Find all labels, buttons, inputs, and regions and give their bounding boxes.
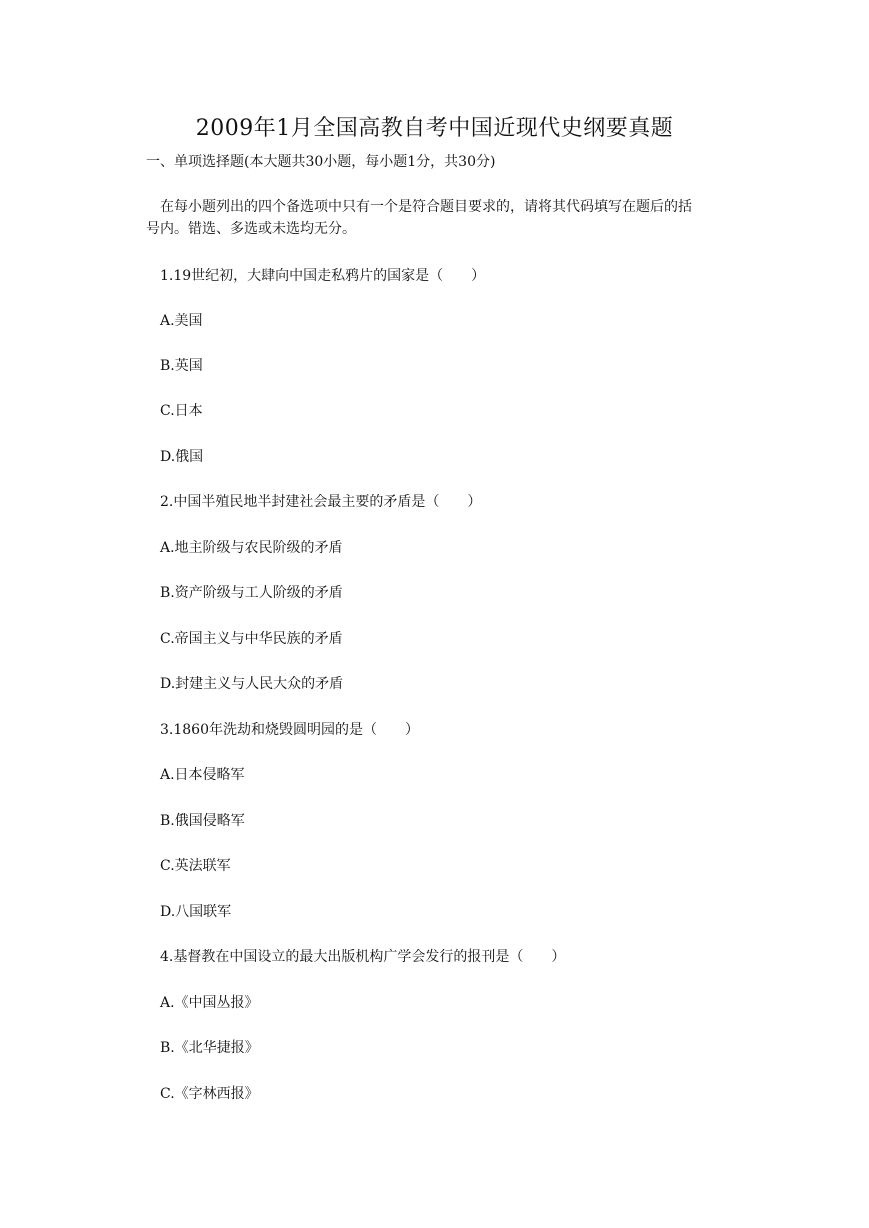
question-3-stem: 3.1860年洗劫和烧毁圆明园的是（ ） [160,722,419,738]
question-2-stem: 2.中国半殖民地半封建社会最主要的矛盾是（ ） [160,494,482,510]
section-heading: 一、单项选择题(本大题共30小题，每小题1分，共30分) [146,154,496,170]
question-3-option-c: C.英法联军 [160,858,231,874]
question-2-option-c: C.帝国主义与中华民族的矛盾 [160,631,343,647]
question-1-option-b: B.英国 [160,358,203,374]
question-1-option-c: C.日本 [160,403,203,419]
question-4-option-b: B.《北华捷报》 [160,1040,259,1056]
question-1-option-a: A.美国 [160,313,203,329]
question-2-option-b: B.资产阶级与工人阶级的矛盾 [160,585,343,601]
question-1-option-d: D.俄国 [160,449,204,465]
instruction-line-2: 号内。错选、多选或未选均无分。 [146,221,356,237]
question-3-option-b: B.俄国侵略军 [160,813,245,829]
question-3-option-a: A.日本侵略军 [160,767,245,783]
question-4-option-a: A.《中国丛报》 [160,995,259,1011]
instruction-line-1: 在每小题列出的四个备选项中只有一个是符合题目要求的，请将其代码填写在题后的括 [160,199,692,215]
question-4-stem: 4.基督教在中国设立的最大出版机构广学会发行的报刊是（ ） [160,949,566,965]
document-title: 2009年1月全国高教自考中国近现代史纲要真题 [195,116,674,141]
question-4-option-c: C.《字林西报》 [160,1086,259,1102]
instruction-paragraph [146,196,750,240]
question-2-option-a: A.地主阶级与农民阶级的矛盾 [160,540,343,556]
question-2-option-d: D.封建主义与人民大众的矛盾 [160,676,344,692]
question-1-stem: 1.19世纪初，大肆向中国走私鸦片的国家是（ ） [160,268,486,284]
question-3-option-d: D.八国联军 [160,904,232,920]
